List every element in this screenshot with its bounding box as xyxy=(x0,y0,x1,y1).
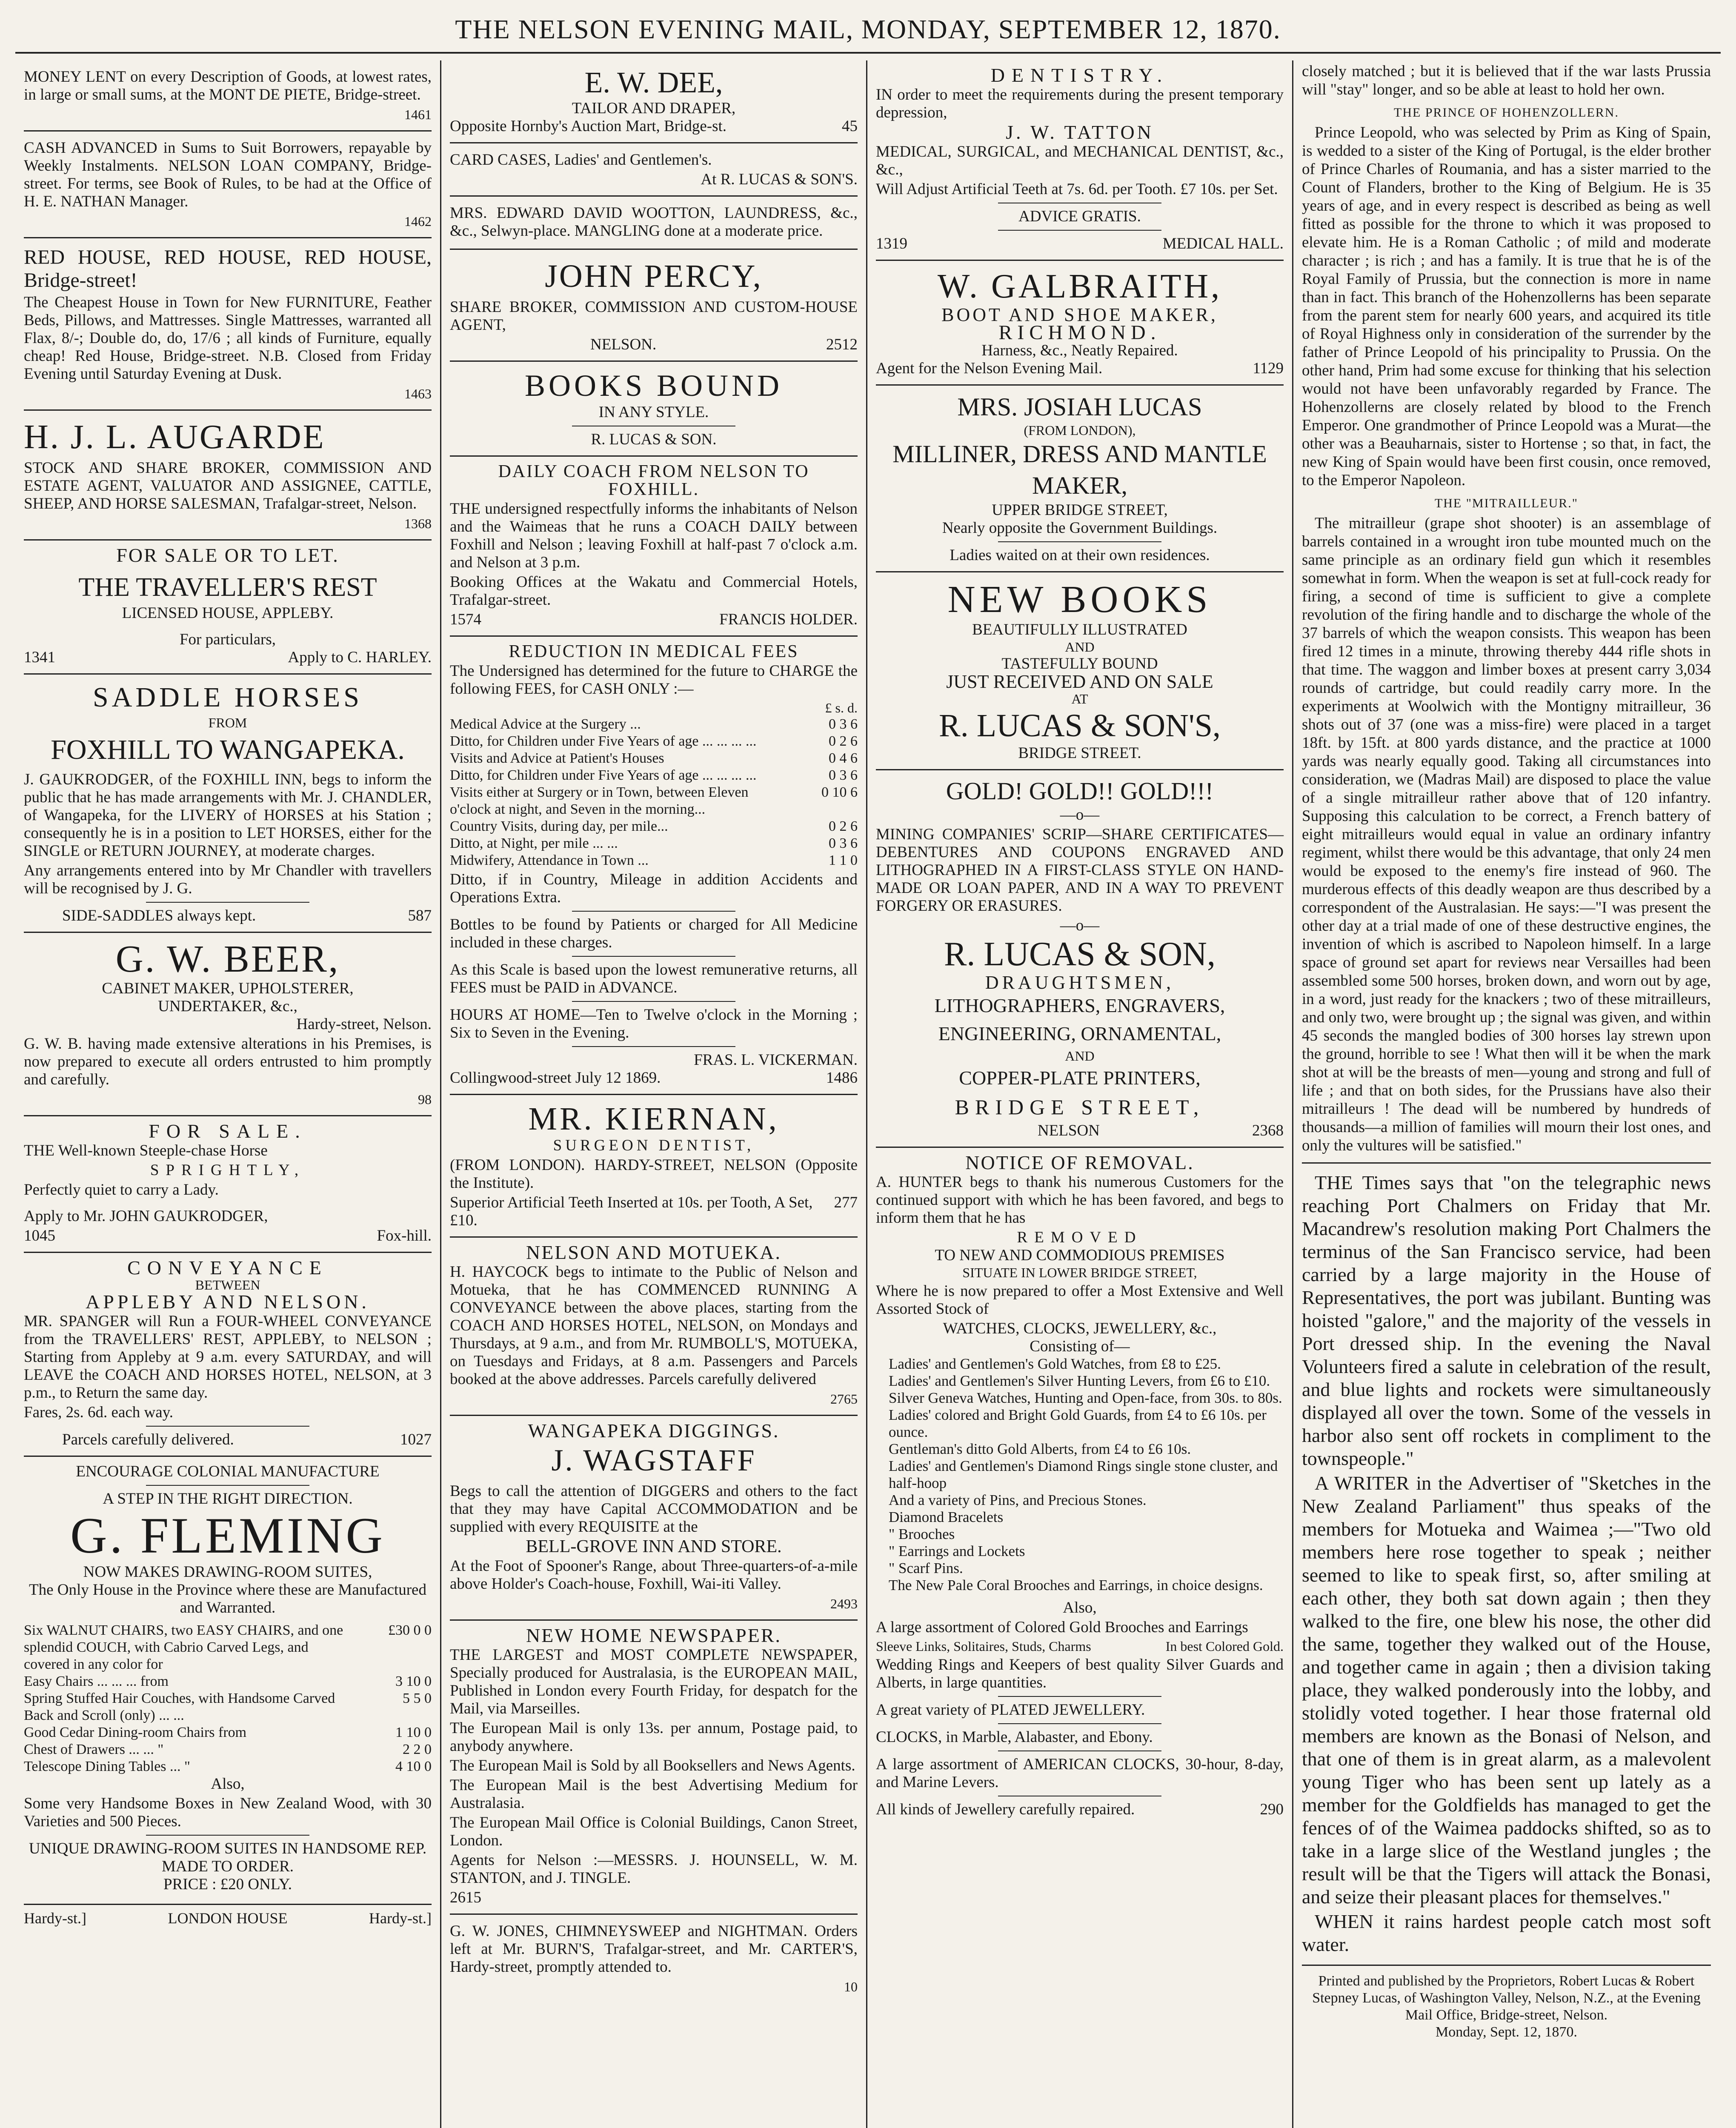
price-label: Spring Stuffed Hair Couches, with Handsome Carved Back and Scroll (only) ... ... xyxy=(24,1690,335,1723)
ad-number: 10 xyxy=(844,1979,858,1994)
also: Also, xyxy=(211,1775,245,1793)
advice: ADVICE GRATIS. xyxy=(1018,208,1141,225)
article-text: Prince Leopold, who was selected by Prim as King of Spain, is wedded to a sister of the King of Portugal, is the elder brother of Prince Charles of Roumania, and has a sister married to the Count of Flanders, brother to the King of Belgium. He is 35 years of age, and in every respect is described as being as well fitted as possible for the throne to which it was proposed to elevate him. He is a Roman Catholic ; of mild and moderate character ; is rich ; and has a family. It is true that he is of the Royal Family of Prussia, but the connection is more in name than in fact. This branch of the Hohenzollerns has been separate from the parent stem for nearly 600 years, and acquired its title of Royal Highness only in consideration of the surrender by the father of Prince Leopold of his principality to Prussia. On the other hand, Prim had some excuse for thinking that his selection would not have been unfavorably regarded by France. The Hohenzollerns are closely related by blood to the French Emperor. One grandmother of Prince Leopold was a Murat—the other was a Beauharnais, sister to Hortense ; so that, in fact, the new King of Spain would have been first cousin, once removed, to the Emperor Napoleon. xyxy=(1302,124,1711,489)
fee-value: 0 4 6 xyxy=(829,750,858,766)
kiernan-sub: SURGEON DENTIST, xyxy=(553,1137,755,1154)
ad-text: IN order to meet the requirements during the present temporary depression, xyxy=(876,86,1284,121)
ad-number: 2368 xyxy=(1252,1122,1284,1139)
just-received: JUST RECEIVED AND ON SALE xyxy=(946,671,1213,692)
ad-money-lent xyxy=(24,60,432,132)
repaired: All kinds of Jewellery carefully repaired. xyxy=(876,1801,1135,1818)
ad-number: 2493 xyxy=(830,1596,858,1611)
and: AND xyxy=(1065,639,1095,655)
fees-intro: The Undersigned has determined for the future to CHARGE the following FEES, for CASH ONLY :— xyxy=(450,662,858,698)
ad-title: NEW HOME NEWSPAPER. xyxy=(526,1625,782,1646)
list-item: " Scarf Pins. xyxy=(889,1560,963,1576)
fee-value: 1 1 0 xyxy=(829,852,858,868)
parcels: Parcels carefully delivered. xyxy=(62,1431,234,1448)
in-any-style: IN ANY STYLE. xyxy=(598,403,709,421)
price-value: 2 2 0 xyxy=(403,1742,432,1757)
divider-o: —o— xyxy=(1060,806,1100,824)
ad-conveyance xyxy=(24,1253,432,1457)
ad-wangapeka xyxy=(450,1416,858,1621)
ad-kiernan xyxy=(450,1095,858,1238)
removed: REMOVED xyxy=(1017,1229,1143,1246)
draughtsmen: DRAUGHTSMEN, xyxy=(985,972,1175,993)
sprightly-body: Perfectly quiet to carry a Lady. xyxy=(24,1181,219,1198)
conveyance-title: CONVEYANCE xyxy=(127,1257,328,1279)
fee-row xyxy=(450,852,858,869)
ad-removal xyxy=(876,1148,1284,1825)
lucas-sons: R. LUCAS & SON'S, xyxy=(939,708,1221,744)
wedding: Wedding Rings and Keepers of best quality Silver Guards and Alberts, in large quantities. xyxy=(876,1656,1284,1691)
appleby-nelson: APPLEBY AND NELSON. xyxy=(86,1291,370,1313)
price-value: 5 5 0 xyxy=(403,1690,432,1706)
ad-text: G. W. JONES, CHIMNEYSWEEP and NIGHTMAN. Orders left at Mr. BURN'S, Trafalgar-street, and Mr. CARTER'S, Hardy-street, promptly attended to. xyxy=(450,1922,858,1976)
ad-text: The European Mail is the best Advertising Medium for Australasia. xyxy=(450,1776,858,1812)
fee-value: 0 3 6 xyxy=(829,835,858,851)
ad-number: 2765 xyxy=(830,1391,858,1407)
ad-coach xyxy=(450,457,858,637)
wagstaff: J. WAGSTAFF xyxy=(551,1443,756,1477)
fee-row xyxy=(450,750,858,767)
fee-label: Ditto, at Night, per mile ... ... xyxy=(450,835,618,851)
ad-text: STOCK AND SHARE BROKER, COMMISSION AND ESTATE AGENT, VALUATOR AND ASSIGNEE, CATTLE, SHEEP, AND HORSE SALESMAN, Trafalgar-street, Nelson. xyxy=(24,459,432,512)
ad-text: G. W. B. having made extensive alterations in his Premises, is now prepared to execute all orders entrusted to him promptly and carefully. xyxy=(24,1035,432,1088)
ad-number: 98 xyxy=(418,1092,432,1107)
ad-jones xyxy=(450,1915,858,2002)
opposite-govt: Nearly opposite the Government Buildings. xyxy=(942,519,1218,537)
imprint: Printed and published by the Proprietors, Robert Lucas & Robert Stepney Lucas, of Washington Valley, Nelson, N.Z., at the Evening Mail Office, Bridge-street, Nelson. xyxy=(1312,1973,1701,2023)
ad-text: At the Foot of Spooner's Range, about Three-quarters-of-a-mile above Holder's Coach-house, Foxhill, Wai-iti Valley. xyxy=(450,1557,858,1593)
bridge-street2: BRIDGE STREET, xyxy=(955,1095,1205,1119)
list-item: Silver Geneva Watches, Hunting and Open-face, from 30s. to 80s. xyxy=(889,1390,1282,1406)
ad-text: Booking Offices at the Wakatu and Commercial Hotels, Trafalgar-street. xyxy=(450,573,858,609)
ad-text: Where he is now prepared to offer a Most Extensive and Well Assorted Stock of xyxy=(876,1282,1284,1318)
ad-number: 1486 xyxy=(826,1069,858,1087)
fee-row xyxy=(450,784,858,818)
ad-gold xyxy=(876,770,1284,1148)
price-label: Easy Chairs ... ... ... from xyxy=(24,1673,169,1689)
ad-number: 587 xyxy=(408,907,432,924)
fee-value: 0 10 6 xyxy=(821,784,858,800)
ad-text: THE LARGEST and MOST COMPLETE NEWSPAPER, Specially produced for Australasia, is the EUROPEAN MAIL, Published in London every Fourth Friday, for despatch for the Mail, via Marseilles. xyxy=(450,1646,858,1717)
fee-label: Midwifery, Attendance in Town ... xyxy=(450,852,649,868)
fee-row xyxy=(450,733,858,750)
ad-title: DENTISTRY. xyxy=(990,64,1169,86)
gold: GOLD! GOLD!! GOLD!!! xyxy=(946,777,1214,805)
ad-title: RED HOUSE, RED HOUSE, RED HOUSE, Bridge-street! xyxy=(24,246,432,292)
fee-row xyxy=(450,835,858,852)
column-1 xyxy=(15,60,441,2128)
fleming-price-list xyxy=(24,1622,432,1775)
travellers-rest: THE TRAVELLER'S REST xyxy=(78,573,377,602)
upper-bridge: UPPER BRIDGE STREET, xyxy=(992,501,1168,519)
new-premises: TO NEW AND COMMODIOUS PREMISES xyxy=(935,1247,1225,1264)
ad-title: NELSON AND MOTUEKA. xyxy=(526,1241,782,1263)
ad-title: NOTICE OF REMOVAL. xyxy=(965,1152,1194,1173)
ad-newspaper xyxy=(450,1621,858,1915)
ad-dentistry xyxy=(876,60,1284,261)
fee-value: 0 2 6 xyxy=(829,733,858,749)
licensed-house: LICENSED HOUSE, APPLEBY. xyxy=(122,604,334,622)
ad-text: J. GAUKRODGER, of the FOXHILL INN, begs to inform the public that he has made arrangements with Mr. J. CHANDLER, of Wangapeka, for the LIVERY of HORSES at his Station ; consequently he is in a position to LET HORSES, either for the SINGLE or RETURN JOURNEY, at moderate charges. xyxy=(24,771,432,860)
beer-sub3: Hardy-street, Nelson. xyxy=(296,1015,432,1033)
ad-lucas-millinery xyxy=(876,386,1284,572)
richmond: RICHMOND. xyxy=(998,321,1161,344)
ad-text: MRS. EDWARD DAVID WOOTTON, LAUNDRESS, &c., &c., Selwyn-place. MANGLING done at a moderate price. xyxy=(450,204,858,240)
apply-harley: Apply to C. HARLEY. xyxy=(288,649,432,666)
list-item: Gentleman's ditto Gold Alberts, from £4 to £6 10s. xyxy=(889,1441,1191,1457)
ad-title: E. W. DEE, xyxy=(584,66,723,99)
section-title: THE "MITRAILLEUR." xyxy=(1434,496,1579,510)
step: A STEP IN THE RIGHT DIRECTION. xyxy=(103,1490,353,1507)
bellgrove: BELL-GROVE INN AND STORE. xyxy=(526,1537,782,1556)
ad-number: 1129 xyxy=(1253,360,1284,377)
price-value: 4 10 0 xyxy=(395,1759,432,1774)
fleming-sub: NOW MAKES DRAWING-ROOM SUITES, xyxy=(83,1563,372,1581)
kiernan-teeth: Superior Artificial Teeth Inserted at 10s. per Tooth, A Set, £10. xyxy=(450,1194,813,1229)
masthead: THE NELSON EVENING MAIL, MONDAY, SEPTEMBER 12, 1870. xyxy=(15,10,1721,54)
kiernan-body: (FROM LONDON). HARDY-STREET, NELSON (Opposite the Institute). xyxy=(450,1156,858,1192)
bottom-mid: LONDON HOUSE xyxy=(168,1910,288,1927)
fees-list xyxy=(450,716,858,869)
copperplate: COPPER-PLATE PRINTERS, xyxy=(959,1067,1201,1089)
ad-text: THE undersigned respectfully informs the inhabitants of Nelson and the Waimeas that he runs a COACH DAILY between Foxhill and Nelson ; leaving Foxhill at half-past 7 o'clock a.m. and Nelson at 3 p.m. xyxy=(450,500,858,571)
fares: Fares, 2s. 6d. each way. xyxy=(24,1404,174,1421)
price-row xyxy=(24,1622,432,1673)
price-label: Chest of Drawers ... ... " xyxy=(24,1742,164,1757)
ad-number: 1462 xyxy=(404,214,432,229)
apply-gaukrodger: Apply to Mr. JOHN GAUKRODGER, xyxy=(24,1207,268,1225)
ad-motueka xyxy=(450,1238,858,1416)
situate: SITUATE IN LOWER BRIDGE STREET, xyxy=(962,1265,1197,1280)
nelson: NELSON xyxy=(1038,1122,1100,1139)
ad-text: The European Mail is Sold by all Booksellers and News Agents. xyxy=(450,1757,855,1774)
and: AND xyxy=(1065,1048,1095,1064)
percy-body: SHARE BROKER, COMMISSION AND CUSTOM-HOUSE AGENT, xyxy=(450,298,858,334)
bottom-right: Hardy-st.] xyxy=(369,1910,432,1927)
tatton: J. W. TATTON xyxy=(1006,121,1154,143)
ad-number: 1461 xyxy=(404,107,432,122)
ad-number: 1045 xyxy=(24,1227,55,1244)
ad-saddle-horses xyxy=(24,675,432,933)
tatton-sub: MEDICAL, SURGICAL, and MECHANICAL DENTIST, &c., &c., xyxy=(876,143,1284,178)
ad-number: 1319 xyxy=(876,235,907,252)
ad-cards xyxy=(450,143,858,197)
list-item: Diamond Bracelets xyxy=(889,1509,1004,1525)
ladies-waited: Ladies waited on at their own residences. xyxy=(950,546,1210,564)
ad-title: MRS. JOSIAH LUCAS xyxy=(957,393,1202,421)
mining: MINING COMPANIES' SCRIP—SHARE CERTIFICATES—DEBENTURES AND COUPONS ENGRAVED AND LITHOGRAPHED IN A FIRST-CLASS STYLE ON HAND-MADE OR LOAN PAPER, AND IN A WAY TO PREVENT FORGERY OR ERASURES. xyxy=(876,826,1284,915)
ad-number: 2512 xyxy=(826,336,858,353)
list-item: Ladies' and Gentlemen's Silver Hunting Levers, from £6 to £10. xyxy=(889,1373,1270,1389)
beer-sub1: CABINET MAKER, UPHOLSTERER, xyxy=(102,980,354,997)
lucas-son2: R. LUCAS & SON, xyxy=(944,935,1215,973)
beer-sub2: UNDERTAKER, &c., xyxy=(158,998,297,1015)
imprint-date: Monday, Sept. 12, 1870. xyxy=(1435,2024,1578,2040)
watches: WATCHES, CLOCKS, JEWELLERY, &c., xyxy=(943,1320,1217,1337)
ad-fleming xyxy=(24,1457,432,1934)
ad-number: 1027 xyxy=(400,1431,432,1448)
ad-galbraith xyxy=(876,261,1284,386)
also-body: A large assortment of Colored Gold Brooches and Earrings xyxy=(876,1619,1248,1636)
price-label: Six WALNUT CHAIRS, two EASY CHAIRS, and one splendid COUCH, with Cabrio Carved Legs, and covered in any color for xyxy=(24,1622,343,1672)
list-item: Ladies' and Gentlemen's Gold Watches, from £8 to £25. xyxy=(889,1356,1221,1372)
ad-number: 2615 xyxy=(450,1889,481,1906)
article-text: The mitrailleur (grape shot shooter) is an assemblage of barrels contained in a wrought iron tube mounted much on the same principle as an ordinary field gun which it resembles somewhat in form. When the weapon is set at full-cock ready for firing, a second of time is sufficient to give a complete revolution of the firing handle and to discharge the whole of the 37 barrels of which the weapon consists. This weapon has been fired 12 times in a minute, throwing thereby 444 rifle shots in that time. The waggon and limber boxes at present carry 3,034 rounds of cartridge, but could readily carry more. In the experiments at Woolwich with the Montigny mitrailleur, 36 shots out of 37 (one was a miss-fire) were placed in a target 18ft. by 15ft. at 800 yards distance, and the practice at 1000 yards was nearly equally good. Taking all circumstances into consideration, we (Madras Mail) are disposed to place the value of a single mitrailleur rather above that of 120 infantry. Supposing this calculation to be correct, a French battery of eight mitrailleurs would equal in value an ordinary infantry regiment, whilst there would be this advantage, that only 24 men would be exposed to the enemy's fire instead of 960. The murderous effects of this deadly weapon are thus described by a correspondent of the Australasian. He says:—"I was present the other day at a trial made of one of these destructive engines, the invention of which is ascribed to Napoleon himself. In a large space of ground set apart for reviews near Versailles had been assembled some 500 horses, broken down, and worn out by age, in a word, just ready for the knackers ; two of these mitrailleurs, and only two, were brought up ; the signal was given, and within 45 seconds the mangled bodies of 300 horses lay strewn upon the ground, horrible to see ! What then will it be when the mark shot at will be the breasts of men—young and strong and full of life ; and that on both sides, for the Prussians have also their mitrailleurs ! The dead will be numbered by hundreds of thousands—a million of families will mourn their lost ones, and only the vultures will be satisfied." xyxy=(1302,515,1711,1154)
sleeve-list: Sleeve Links, Solitaires, Studs, Charms xyxy=(876,1639,1091,1654)
for-particulars: For particulars, xyxy=(179,631,276,648)
ad-text: MONEY LENT on every Description of Goods, at lowest rates, in large or small sums, at the MONT DE PIETE, Bridge-street. xyxy=(24,68,432,103)
ad-title: DAILY COACH FROM NELSON TO FOXHILL. xyxy=(498,462,809,499)
price-row xyxy=(24,1673,432,1690)
side-saddles: SIDE-SADDLES always kept. xyxy=(62,907,256,924)
fee-label: Country Visits, during day, per mile... xyxy=(450,818,668,834)
fees-note: Ditto, if in Country, Mileage in addition Accidents and Operations Extra. xyxy=(450,871,858,906)
ad-new-books xyxy=(876,572,1284,770)
column-3 xyxy=(867,60,1293,2128)
bottom-left: Hardy-st.] xyxy=(24,1910,86,1927)
milliner: MILLINER, DRESS AND MANTLE MAKER, xyxy=(892,440,1267,499)
steeple-chase: THE Well-known Steeple-chase Horse xyxy=(24,1142,268,1159)
ad-beer xyxy=(24,933,432,1116)
also-body: Some very Handsome Boxes in New Zealand Wood, with 30 Varieties and 500 Pieces. xyxy=(24,1795,432,1830)
vickerman-addr: Collingwood-street July 12 1869. xyxy=(450,1069,661,1087)
ad-percy xyxy=(450,250,858,362)
section-title: THE PRINCE OF HOHENZOLLERN. xyxy=(1394,106,1619,120)
price-row xyxy=(24,1741,432,1758)
ad-text: H. HAYCOCK begs to intimate to the Public of Nelson and Motueka, that he has COMMENCED RUNNING A CONVEYANCE between the above places, starting from the COACH AND HORSES HOTEL, NELSON, on Mondays and Thursdays, at 9 a.m., and from Mr. RUMBOLL'S, MOTUEKA, on Tuesdays and Fridays, at 8 a.m. Passengers and Parcels booked at the above addresses. Parcels carefully delivered xyxy=(450,1263,858,1388)
fee-label: Ditto, for Children under Five Years of age ... ... ... ... xyxy=(450,733,757,749)
article-text: A WRITER in the Advertiser of "Sketches in the New Zealand Parliament" thus speaks of the members for Motueka and Waimea ;—"Two old members here rose together to speak ; neither seemed to like to speak first, so, after smiling at each other, they both sat down again ; then they walked to the fire, one blew his nose, the other did the same, together they walked out of the House, and together came in again ; then a division taking place, they walked ponderously into the lobby, and stolidly voted together. I hear those fraternal old members are known as the Bonasi of Nelson, and that one of them is in great alarm, as a malevolent young Tiger who has been sent up lately as a member for the Goldfields has managed to get the fences of of the Waimea paddocks shifted, so as to take in a large slice of the Westland jungles ; the result will be that the Tigers will attack the Bonasi, and seize their pleasant places for themselves." xyxy=(1302,1472,1711,1908)
beautifully: BEAUTIFULLY ILLUSTRATED xyxy=(972,621,1187,638)
price-row xyxy=(24,1758,432,1775)
price-row xyxy=(24,1690,432,1724)
fee-row xyxy=(450,716,858,733)
fee-value: 0 2 6 xyxy=(829,818,858,834)
hours: HOURS AT HOME—Ten to Twelve o'clock in the Morning ; Six to Seven in the Evening. xyxy=(450,1006,858,1041)
list-item: " Brooches xyxy=(889,1526,955,1542)
saddle-from: FROM xyxy=(208,715,247,730)
price: PRICE : £20 ONLY. xyxy=(163,1876,292,1893)
cards-at: At R. LUCAS & SON'S. xyxy=(701,171,858,188)
ad-title: FOR SALE. xyxy=(149,1120,307,1142)
vickerman: FRAS. L. VICKERMAN. xyxy=(694,1051,858,1069)
ad-title: FOR SALE OR TO LET. xyxy=(116,544,339,566)
columns xyxy=(15,60,1721,2128)
ad-title: REDUCTION IN MEDICAL FEES xyxy=(509,642,799,661)
galbraith-body: Harness, &c., Neatly Repaired. xyxy=(981,342,1178,359)
apply-foxhill: Fox-hill. xyxy=(377,1227,432,1244)
article-text: WHEN it rains hardest people catch most soft water. xyxy=(1302,1911,1711,1955)
ad-books-bound xyxy=(450,362,858,457)
list-item: Ladies' colored and Bright Gold Guards, from £4 to £6 10s. per ounce. xyxy=(889,1407,1267,1440)
list-item: Ladies' and Gentlemen's Diamond Rings single stone cluster, and half-hoop xyxy=(889,1458,1278,1491)
plated: A great variety of PLATED JEWELLERY. xyxy=(876,1701,1145,1719)
dee-body: Opposite Hornby's Auction Mart, Bridge-st. xyxy=(450,117,726,135)
ad-title: JOHN PERCY, xyxy=(545,258,763,294)
fleming-sub2: The Only House in the Province where these are Manufactured and Warranted. xyxy=(29,1581,426,1616)
ad-number: 290 xyxy=(1260,1801,1284,1818)
at: AT xyxy=(1071,691,1088,706)
divider-o: —o— xyxy=(1060,917,1100,934)
ad-text: Begs to call the attention of DIGGERS and others to the fact that they may have Capital ACCOMMODATION and be supplied with every REQUISITE at the xyxy=(450,1482,858,1536)
article-intro: closely matched ; but it is believed that if the war lasts Prussia will "stay" longer, and so be able at least to hold her own. xyxy=(1302,63,1711,98)
fee-value: 0 3 6 xyxy=(829,767,858,783)
ad-title: H. J. L. AUGARDE xyxy=(24,418,326,456)
fees-header: £ s. d. xyxy=(825,700,858,715)
price-row xyxy=(24,1724,432,1741)
ad-text: CASH ADVANCED in Sums to Suit Borrowers, repayable by Weekly Instalments. NELSON LOAN COMPANY, Bridge-street. For terms, see Book of Rules, to be had at the Office of H. E. NATHAN Manager. xyxy=(24,139,432,210)
between: BETWEEN xyxy=(195,1277,260,1293)
bridge-street: BRIDGE STREET. xyxy=(1018,744,1141,762)
galbraith-sub: BOOT AND SHOE MAKER, xyxy=(941,304,1218,325)
ad-number: 277 xyxy=(834,1194,858,1211)
medical-hall: MEDICAL HALL. xyxy=(1162,235,1284,252)
price-value: 3 10 0 xyxy=(395,1673,432,1689)
price-value: 1 10 0 xyxy=(395,1725,432,1740)
bottles: Bottles to be found by Patients or charged for All Medicine included in these charges. xyxy=(450,916,858,951)
saddle-horses: SADDLE HORSES xyxy=(93,682,363,713)
column-2 xyxy=(441,60,867,2128)
tatton-body: Will Adjust Artificial Teeth at 7s. 6d. per Tooth. £7 10s. per Set. xyxy=(876,180,1278,198)
ad-text: The Cheapest House in Town for New FURNITURE, Feather Beds, Pillows, and Mattresses. Single Mattresses, warranted all Flax, 8/-; Double do, do, 17/6 ; all kinds of Furniture, equally cheap! Red House, Bridge-street. N.B. Closed from Friday Evening until Saturday Evening at Dusk. xyxy=(24,294,432,383)
ad-medical-fees xyxy=(450,637,858,1095)
sleeve-note: In best Colored Gold. xyxy=(1165,1639,1284,1654)
ad-text: The European Mail Office is Colonial Buildings, Canon Street, London. xyxy=(450,1814,858,1849)
lucas-son: R. LUCAS & SON. xyxy=(591,431,717,448)
ad-text: Agents for Nelson :—MESSRS. J. HOUNSELL, W. M. STANTON, and J. TINGLE. xyxy=(450,1851,858,1887)
ad-for-sale-let xyxy=(24,541,432,675)
fee-label: Visits either at Surgery or in Town, between Eleven o'clock at night, and Seven in the morning... xyxy=(450,784,749,817)
fee-label: Ditto, for Children under Five Years of age ... ... ... ... xyxy=(450,767,757,783)
list-item: The New Pale Coral Brooches and Earrings, in choice designs. xyxy=(889,1577,1263,1593)
ad-title: WANGAPEKA DIGGINGS. xyxy=(528,1420,780,1442)
foxhill-wangapeka: FOXHILL TO WANGAPEKA. xyxy=(51,734,405,765)
lithographers: LITHOGRAPHERS, ENGRAVERS, xyxy=(934,995,1225,1016)
ad-wootton xyxy=(450,197,858,250)
unique: UNIQUE DRAWING-ROOM SUITES IN HANDSOME REP. MADE TO ORDER. xyxy=(29,1840,427,1875)
fee-row xyxy=(450,767,858,784)
price-label: Telescope Dining Tables ... " xyxy=(24,1759,190,1774)
price-value: £30 0 0 xyxy=(388,1622,432,1638)
ad-number: 1463 xyxy=(404,386,432,401)
sprightly: SPRIGHTLY, xyxy=(150,1161,306,1179)
list-item: " Earrings and Lockets xyxy=(889,1543,1025,1559)
ad-red-house xyxy=(24,238,432,411)
price-label: Good Cedar Dining-room Chairs from xyxy=(24,1725,247,1740)
fleming-title: G. FLEMING xyxy=(70,1507,385,1564)
column-4 xyxy=(1293,60,1719,2128)
ad-title: MR. KIERNAN, xyxy=(528,1101,779,1137)
ad-title: NEW BOOKS xyxy=(947,578,1212,621)
ad-title: G. W. BEER, xyxy=(115,938,340,980)
ad-cash-advanced xyxy=(24,132,432,238)
coach-name: FRANCIS HOLDER. xyxy=(719,611,858,628)
percy-nelson: NELSON. xyxy=(590,336,657,353)
consisting: Consisting of— xyxy=(1030,1338,1130,1355)
fee-value: 0 3 6 xyxy=(829,716,858,732)
ad-text: MR. SPANGER will Run a FOUR-WHEEL CONVEYANCE from the TRAVELLERS' REST, APPLEBY, to NELSON ; Starting from Appleby at 9 a.m. every SATURDAY, and will LEAVE the COACH AND HORSES HOTEL, NELSON, at 3 p.m., to Return the same day. xyxy=(24,1313,432,1402)
ad-title: BOOKS BOUND xyxy=(524,369,783,403)
ad-augarde xyxy=(24,411,432,541)
scale: As this Scale is based upon the lowest remunerative returns, all FEES must be PAID in ADVANCE. xyxy=(450,961,858,996)
galbraith-agent: Agent for the Nelson Evening Mail. xyxy=(876,360,1103,377)
clocks: CLOCKS, in Marble, Alabaster, and Ebony. xyxy=(876,1728,1153,1746)
cards: CARD CASES, Ladies' and Gentlemen's. xyxy=(450,151,712,169)
ad-for-sale xyxy=(24,1116,432,1253)
ad-number: 1574 xyxy=(450,611,481,628)
article-text: THE Times says that "on the telegraphic news reaching Port Chalmers on Friday that Mr. Macandrew's resolution making Port Chalmers the terminus of the San Francisco service, had been carried by a large majority in the House of Representatives, the port was jubilant. Bunting was hoisted "galore," and the majority of the vessels in Port dressed ship. In the evening the Naval Volunteers fired a salute in celebration of the result, and blue lights and rockets were simultaneously displayed all over the town. Some of the vessels in harbor also sent off rockets in compliment to the townspeople." xyxy=(1302,1172,1711,1469)
ad-number: 45 xyxy=(842,117,858,135)
american: A large assortment of AMERICAN CLOCKS, 30-hour, 8-day, and Marine Levers. xyxy=(876,1756,1284,1791)
ad-text: Any arrangements entered into by Mr Chandler with travellers will be recognised by J. G. xyxy=(24,862,432,897)
ad-dee xyxy=(450,60,858,143)
ad-number: 1368 xyxy=(404,516,432,531)
fee-row xyxy=(450,818,858,835)
from-london: (FROM LONDON), xyxy=(1024,423,1136,438)
hunter-list xyxy=(876,1356,1284,1594)
ad-title: W. GALBRAITH, xyxy=(937,268,1222,305)
encourage: ENCOURAGE COLONIAL MANUFACTURE xyxy=(76,1463,380,1480)
list-item: And a variety of Pins, and Precious Stones. xyxy=(889,1492,1147,1508)
ad-text: A. HUNTER begs to thank his numerous Customers for the continued support with which he has been favored, and begs to inform them that he has xyxy=(876,1173,1284,1227)
dee-sub: TAILOR AND DRAPER, xyxy=(572,100,736,117)
tastefully: TASTEFULLY BOUND xyxy=(1001,655,1158,672)
ad-number: 1341 xyxy=(24,649,55,666)
fee-label: Medical Advice at the Surgery ... xyxy=(450,716,641,732)
ad-text: The European Mail is only 13s. per annum, Postage paid, to anybody anywhere. xyxy=(450,1719,858,1755)
fee-label: Visits and Advice at Patient's Houses xyxy=(450,750,664,766)
also: Also, xyxy=(1063,1599,1097,1616)
engineering: ENGINEERING, ORNAMENTAL, xyxy=(938,1023,1221,1044)
